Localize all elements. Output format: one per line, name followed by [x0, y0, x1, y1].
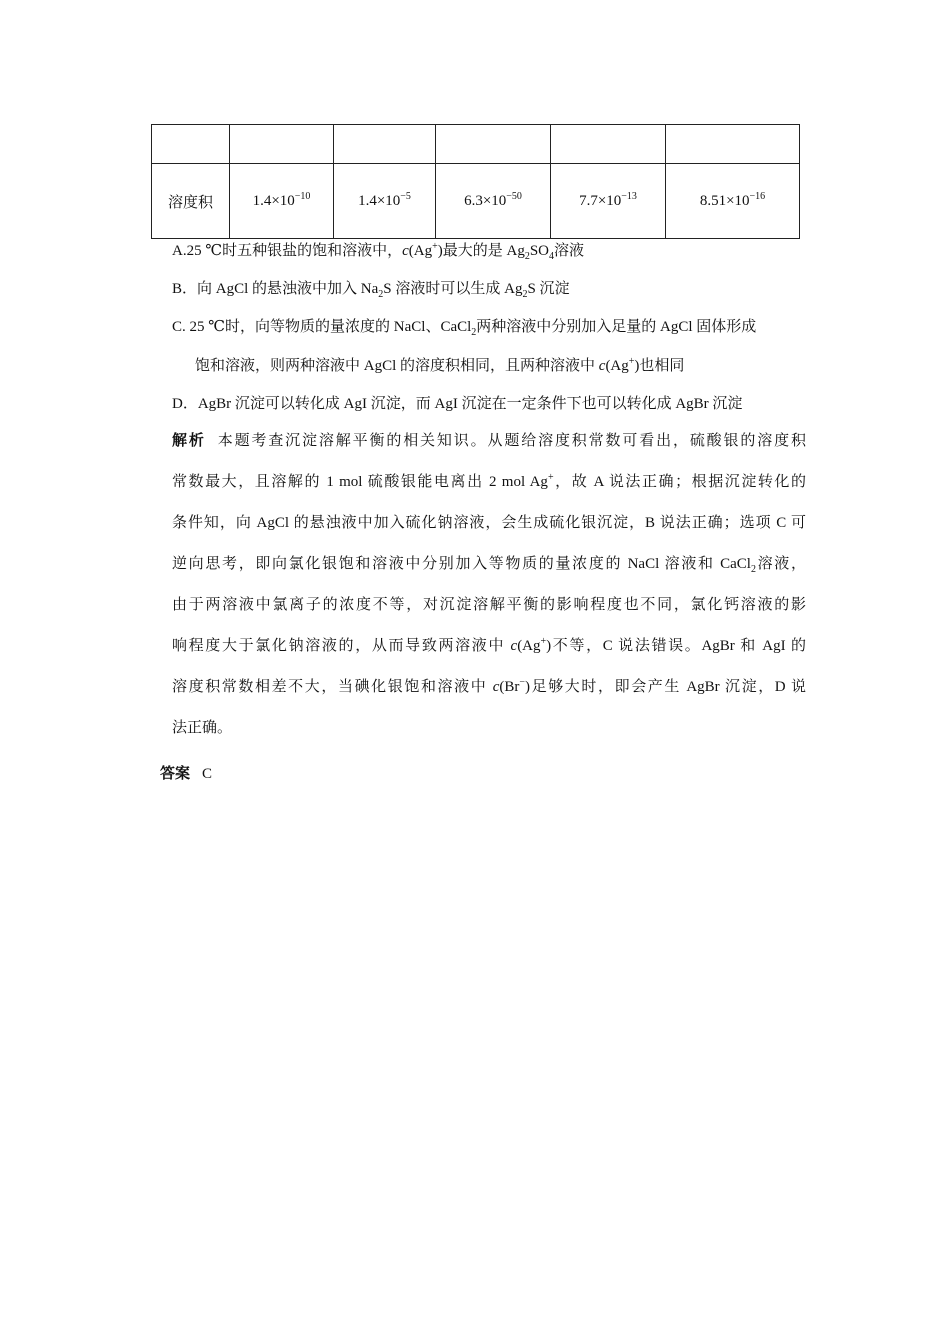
answer	[160, 764, 212, 784]
ksp-value: $1.4\times 10^{-10}$	[230, 164, 334, 239]
answer-label: 答案	[160, 766, 191, 782]
table-header-row	[152, 125, 800, 164]
ksp-value: $8.51\times 10^{-16}$	[666, 164, 800, 239]
table-cell	[666, 125, 800, 164]
table-cell	[334, 125, 436, 164]
ksp-value: $1.4\times 10^{-5}$	[334, 164, 436, 239]
table-row	[152, 164, 800, 239]
ksp-value: $7.7\times 10^{-13}$	[551, 164, 666, 239]
ksp-value: $6.3\times 10^{-50}$	[436, 164, 551, 239]
option-c-line-2: 饱和溶液，则两种溶液中 AgCl 的溶度积相同，且两种溶液中 c(Ag+)也相同	[195, 356, 685, 374]
answer-value: C	[202, 766, 213, 782]
table-cell	[551, 125, 666, 164]
analysis-line-5: 由于两溶液中氯离子的浓度不等，对沉淀溶解平衡的影响程度也不同，氯化钙溶液的影	[172, 597, 806, 613]
option-d: D．AgBr 沉淀可以转化成 AgI 沉淀，而 AgI 沉淀在一定条件下也可以转化成 AgBr 沉淀	[172, 396, 743, 412]
analysis-line-3: 条件知，向 AgCl 的悬浊液中加入硫化钠溶液，会生成硫化银沉淀，B 说法正确；选项 C 可	[172, 515, 806, 531]
analysis-line-7: 溶度积常数相差不大，当碘化银饱和溶液中 c(Br−)足够大时，即会产生 AgBr 沉淀，D 说	[172, 677, 806, 695]
option-c-line-1: C. 25 ℃时，向等物质的量浓度的 NaCl、CaCl$_2$两种溶液中分别加入足量的 AgCl 固体形成	[172, 319, 757, 338]
table-cell	[230, 125, 334, 164]
analysis-line-8: 法正确。	[172, 720, 233, 736]
table-cell	[152, 125, 230, 164]
solubility-product-table	[151, 124, 800, 239]
table-cell	[436, 125, 551, 164]
analysis-line-1: 解析 本题考查沉淀溶解平衡的相关知识。从题给溶度积常数可看出，硫酸银的溶度积	[172, 433, 806, 449]
option-b: B．向 AgCl 的悬浊液中加入 $Na_2S$ 溶液时可以生成 $Ag_2S$ 沉淀	[172, 281, 570, 300]
analysis-line-2: 常数最大，且溶解的 1 mol 硫酸银能电离出 2 mol Ag+，故 A 说法正确；根据沉淀转化的	[172, 472, 806, 490]
analysis-line-6: 响程度大于氯化钠溶液的，从而导致两溶液中 c(Ag+)不等，C 说法错误。AgBr 和 AgI 的	[172, 636, 806, 654]
analysis-line-4: 逆向思考，即向氯化银饱和溶液中分别加入等物质的量浓度的 NaCl 溶液和 CaCl$_2$溶液，	[172, 556, 806, 575]
option-a: A.25 ℃时五种银盐的饱和溶液中，c(Ag+)最大的是 $Ag_2SO_4$溶液	[172, 241, 585, 262]
row-label: 溶度积	[152, 164, 230, 239]
analysis-label: 解析	[172, 433, 206, 449]
